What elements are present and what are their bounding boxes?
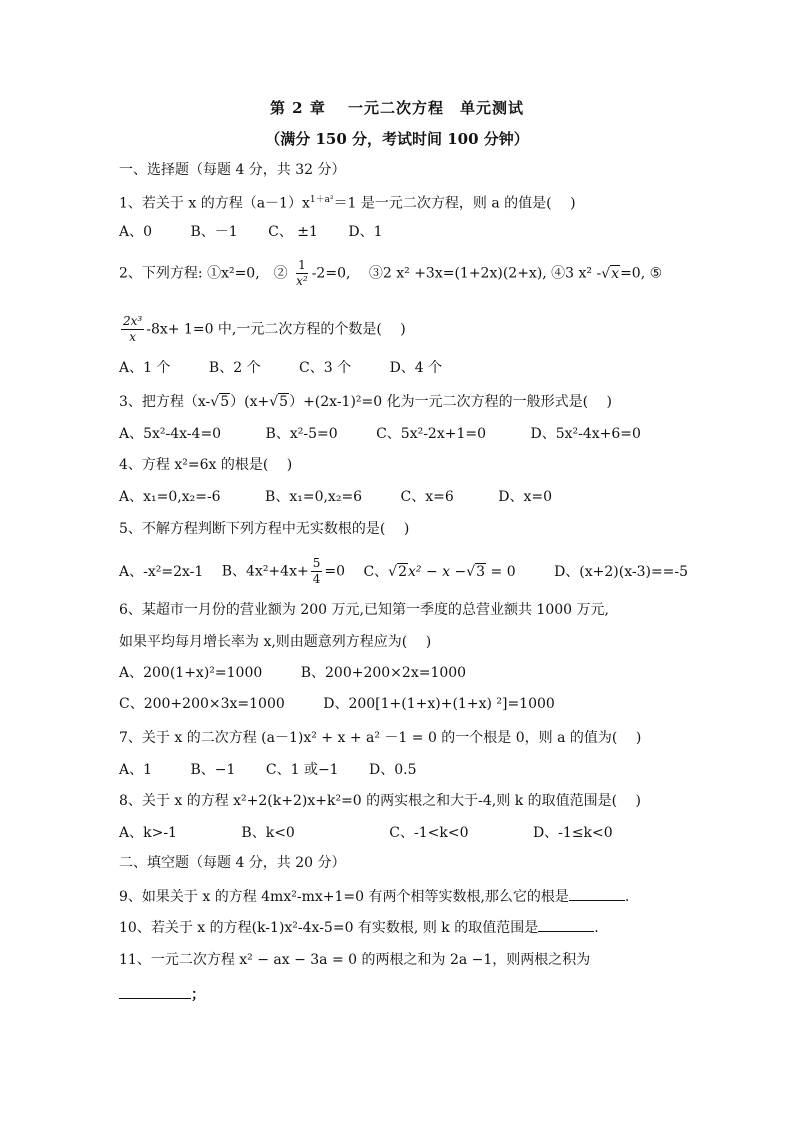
q5-sqrt-1: √2 bbox=[388, 563, 407, 580]
page-subtitle: （满分 150 分，考试时间 100 分钟） bbox=[265, 130, 529, 148]
q9-end: . bbox=[624, 889, 630, 905]
q5-option-c-text: x² − x − bbox=[408, 563, 467, 580]
q5-option-d[interactable]: D、(x+2)(x-3)==-5 bbox=[554, 563, 689, 580]
question-5: 5、不解方程判断下列方程中无实数根的是( ) bbox=[119, 521, 410, 537]
q5-option-c-end: = 0 bbox=[486, 563, 516, 580]
question-3 bbox=[119, 392, 612, 412]
q3-sqrt-1: √5 bbox=[210, 394, 230, 410]
q1-exponent: 1＋a² bbox=[309, 195, 334, 205]
question-5-options bbox=[119, 556, 688, 587]
question-6-options-row2 bbox=[119, 694, 555, 714]
q2-frac1-den: x² bbox=[296, 274, 308, 288]
q2-text-b: -2=0, ③2 x² +3x=(1+2x)(2+x), ④3 x² - bbox=[311, 265, 602, 282]
question-1-options bbox=[119, 222, 383, 242]
q1-option-a[interactable]: A、0 bbox=[119, 224, 153, 240]
q5-option-a[interactable]: A、-x²=2x-1 bbox=[119, 563, 204, 580]
q3-sqrt-2: √5 bbox=[269, 394, 289, 410]
q3-sqrt2-radicand: 5 bbox=[279, 394, 289, 410]
q3-option-c[interactable]: C、5x²-2x+1=0 bbox=[376, 426, 487, 442]
q2-frac1-num: 1 bbox=[298, 258, 306, 272]
question-3-options bbox=[119, 424, 641, 444]
q2-option-a[interactable]: A、1 个 bbox=[119, 360, 171, 376]
q5-option-b-text-1: B、4x²+4x+ bbox=[221, 563, 309, 580]
section-choice-heading: 一、选择题（每题 4 分，共 32 分） bbox=[119, 162, 346, 178]
q11-end: ； bbox=[191, 987, 205, 1003]
q3-text-b: ）(x+ bbox=[230, 394, 270, 410]
q4-option-c[interactable]: C、x=6 bbox=[400, 489, 454, 505]
q7-option-d[interactable]: D、0.5 bbox=[369, 762, 417, 778]
q3-text-a: 3、把方程（x- bbox=[119, 394, 211, 410]
q3-sqrt1-radicand: 5 bbox=[220, 394, 230, 410]
q3-text-c: ）+(2x-1)²=0 化为一元二次方程的一般形式是( ) bbox=[289, 394, 612, 410]
q10-answer-blank[interactable] bbox=[538, 917, 594, 932]
q4-option-d[interactable]: D、x=0 bbox=[498, 489, 552, 505]
q7-option-c[interactable]: C、1 或−1 bbox=[265, 762, 339, 778]
q2-text-a: 2、下列方程: ①x²=0, ② bbox=[119, 265, 288, 282]
page-title: 第 2 章 一元二次方程 单元测试 bbox=[269, 99, 525, 117]
question-6-line1: 6、某超市一月份的营业额为 200 万元,已知第一季度的总营业额共 1000 万元, bbox=[119, 602, 609, 618]
q5-option-c-label: C、 bbox=[363, 563, 389, 580]
q5-frac-den: 4 bbox=[312, 572, 321, 586]
q10-text: 10、若关于 x 的方程(k-1)x²-4x-5=0 有实数根, 则 k 的取值范围是 bbox=[119, 920, 539, 936]
q2-option-d[interactable]: D、4 个 bbox=[389, 360, 443, 376]
q1-text-a: 1、若关于 x 的方程（a－1）x bbox=[119, 195, 310, 212]
q2-frac2-den: x bbox=[129, 330, 136, 344]
q11-answer-blank[interactable] bbox=[119, 984, 191, 999]
q8-option-a[interactable]: A、k>-1 bbox=[119, 825, 177, 841]
q10-end: . bbox=[594, 920, 599, 936]
q5-sqrt-2: √3 bbox=[466, 563, 486, 580]
question-8-options bbox=[119, 823, 613, 843]
q3-option-d[interactable]: D、5x²-4x+6=0 bbox=[530, 426, 641, 442]
q1-option-d[interactable]: D、1 bbox=[348, 224, 383, 240]
q5-sqrt1-radicand: 2 bbox=[398, 563, 407, 580]
section-fill-heading: 二、填空题（每题 4 分，共 20 分） bbox=[119, 855, 346, 871]
q5-sqrt2-radicand: 3 bbox=[476, 563, 486, 580]
q2-sqrt-radicand: x bbox=[611, 265, 620, 282]
q2-fraction-1 bbox=[294, 258, 310, 289]
question-10 bbox=[119, 917, 599, 938]
question-11: 11、一元二次方程 x² − ax − 3a = 0 的两根之和为 2a −1，则两根之积为 bbox=[119, 952, 591, 968]
question-11-answer-line bbox=[119, 984, 205, 1005]
question-2-line1 bbox=[119, 258, 662, 289]
q6-option-b[interactable]: B、200+200×2x=1000 bbox=[300, 665, 467, 681]
q2-sqrt: √x bbox=[601, 265, 620, 282]
q4-option-b[interactable]: B、x₁=0,x₂=6 bbox=[265, 489, 363, 505]
q6-option-c[interactable]: C、200+200×3x=1000 bbox=[119, 696, 285, 712]
q6-option-a[interactable]: A、200(1+x)²=1000 bbox=[119, 665, 263, 681]
q2-text-d: -8x+ 1=0 中,一元二次方程的个数是( ) bbox=[146, 321, 406, 338]
q9-text: 9、如果关于 x 的方程 4mx²-mx+1=0 有两个相等实数根,那么它的根是 bbox=[119, 889, 569, 905]
q5-frac-num: 5 bbox=[312, 556, 321, 570]
q1-option-c[interactable]: C、 ±1 bbox=[268, 224, 318, 240]
q7-option-a[interactable]: A、1 bbox=[119, 762, 153, 778]
q2-option-b[interactable]: B、2 个 bbox=[208, 360, 261, 376]
q6-option-d[interactable]: D、200[1+(1+x)+(1+x) ²]=1000 bbox=[323, 696, 555, 712]
question-7-options bbox=[119, 760, 417, 780]
question-2-line2 bbox=[119, 314, 406, 345]
question-8: 8、关于 x 的方程 x²+2(k+2)x+k²=0 的两实根之和大于-4,则 k 的取值范围是( ) bbox=[119, 793, 641, 809]
q5-fraction bbox=[311, 556, 323, 587]
q5-option-b-text-2: =0 bbox=[324, 563, 345, 580]
q9-answer-blank[interactable] bbox=[569, 886, 625, 901]
q8-option-d[interactable]: D、-1≤k<0 bbox=[532, 825, 613, 841]
q3-option-b[interactable]: B、x²-5=0 bbox=[265, 426, 338, 442]
q4-option-a[interactable]: A、x₁=0,x₂=-6 bbox=[119, 489, 221, 505]
q3-option-a[interactable]: A、5x²-4x-4=0 bbox=[119, 426, 222, 442]
question-6-line2: 如果平均每月增长率为 x,则由题意列方程应为( ) bbox=[119, 634, 432, 650]
question-6-options-row1 bbox=[119, 663, 466, 683]
question-2-options bbox=[119, 358, 442, 378]
q2-fraction-2 bbox=[121, 314, 144, 345]
question-4-options bbox=[119, 487, 552, 507]
q2-frac2-num: 2x³ bbox=[123, 314, 143, 328]
question-7: 7、关于 x 的二次方程 (a－1)x² + x + a² －1 = 0 的一个根是 0，则 a 的值为( ) bbox=[119, 730, 642, 746]
q8-option-c[interactable]: C、-1<k<0 bbox=[389, 825, 469, 841]
q8-option-b[interactable]: B、k<0 bbox=[241, 825, 295, 841]
q1-option-b[interactable]: B、－1 bbox=[190, 224, 238, 240]
q2-option-c[interactable]: C、3 个 bbox=[299, 360, 352, 376]
q5-option-c[interactable] bbox=[363, 562, 515, 582]
q7-option-b[interactable]: B、−1 bbox=[190, 762, 236, 778]
question-1 bbox=[119, 190, 576, 214]
question-9 bbox=[119, 886, 629, 907]
q5-option-b[interactable] bbox=[222, 556, 345, 587]
q2-text-c: =0, ⑤ bbox=[620, 265, 663, 282]
question-4: 4、方程 x²=6x 的根是( ) bbox=[119, 457, 293, 473]
q1-text-b: ＝1 是一元二次方程，则 a 的值是( ) bbox=[333, 195, 576, 212]
